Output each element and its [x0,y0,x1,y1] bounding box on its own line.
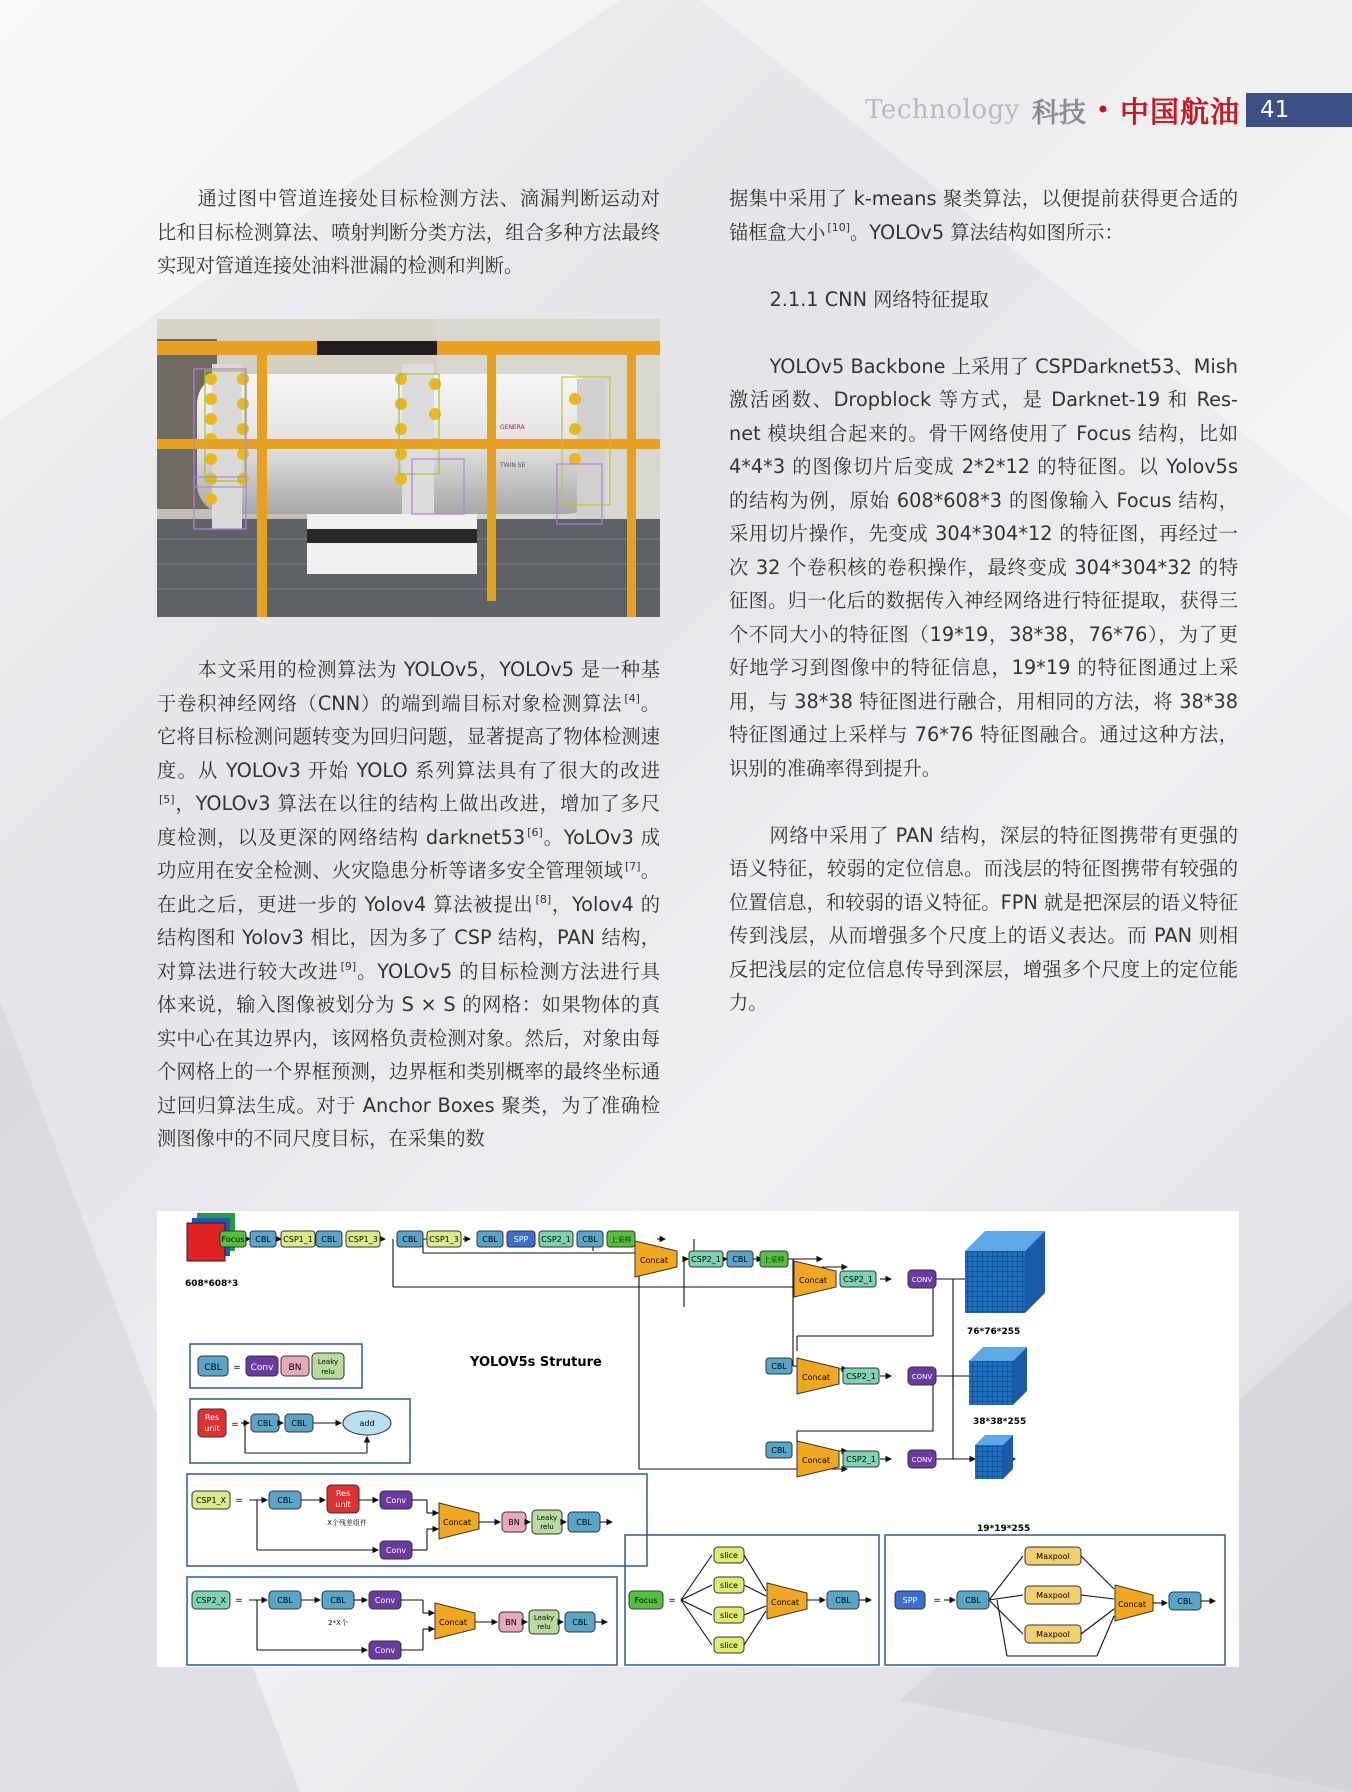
yolov5s-structure-diagram [157,1211,1239,1667]
legend-cbl: CBL [204,1363,222,1373]
subheading: 2.1.1 CNN 网络特征提取 [769,287,989,311]
legend-bn: BN [288,1363,302,1373]
legend-conv: Conv [374,1596,396,1605]
citation: [9] [340,960,357,974]
legend-spp: SPP [902,1596,918,1605]
paragraph: YOLOv5 Backbone 上采用了 CSPDarknet53、Mish 激活函数、Dropblock 等方式，是 Darknet-19 和 Res-net 模块组合起来的。骨干网络使用了 Focus 结构，比如 4*4*3 的图像切片后变成 2*2*12 的特征图。以 Yolov5s 的结构为例，原始 608*608*3 的图像输入 Focus 结构，采用切片操作，先变成 304*304*12 的特征图，再经过一次 32 个卷积核的卷积操作，最终变成 304*304*32 的特征图。归一化后的数据传入神经网络进行特征提取，获得三个不同大小的特征图（19*19，38*38，76*76），为了更好地学习到图像中的特征信息，19*19 的特征图通过上采用，与 38*38 特征图进行融合，用相同的方法，将 38*38 特征图通过上采样与 76*76 特征图融合。通过这种方法，识别的准确率得到提升。 [729,354,1238,780]
csp2-1-block: CSP2_1 [846,1455,876,1464]
header-section-cn: 科技 [1031,97,1086,129]
left-column-top [157,182,660,283]
pipe-text-twin: TWIN SE [500,462,526,469]
legend-conv: Conv [374,1646,396,1655]
cbl-block: CBL [582,1235,598,1244]
output-label-38: 38*38*255 [973,1417,1027,1427]
legend-cbl: CBL [965,1596,981,1605]
citation: [7] [625,859,641,873]
citation: [5] [159,792,175,806]
res-unit-line1: Res [335,1489,351,1498]
cbl-block: CBL [482,1235,498,1244]
legend-slice: slice [720,1611,738,1620]
csp1-1-block: CSP1_1 [283,1235,313,1244]
legend-conv: Conv [250,1363,274,1373]
legend-focus: Focus [634,1596,658,1605]
legend-csp2-x: CSP2_X [195,1596,227,1605]
legend-leaky: Leaky [536,1514,558,1522]
legend-cbl: CBL [576,1518,592,1527]
legend-maxpool: Maxpool [1036,1630,1070,1639]
cbl-block: CBL [771,1446,787,1455]
legend-relu: relu [321,1368,335,1376]
pipeline-illustration [157,319,660,617]
cbl-block: CBL [321,1235,337,1244]
legend-concat: Concat [439,1618,467,1627]
output-label-76: 76*76*255 [967,1327,1021,1337]
legend-cbl: CBL [277,1496,293,1505]
paragraph: 本文采用的检测算法为 YOLOv5，YOLOv5 是一种基于卷积神经网络（CNN）的端到端目标对象检测算法 [4]。它将目标检测问题转变为回归问题，显著提高了物体检测速度。从 YOLOv3 开始 YOLO 系列算法具有了很大的改进[5]，YOLOv3 算法在以往的结构上做出改进，增加了多尺度检测，以及更深的网络结构 darknet53 [6]。YoLOv3 成功应用在安全检测、火灾隐患分析等诸多安全管理领域 [7]。在此之后，更进一步的 Yolov4 算法被提出 [8]，Yolov4 的结构图和 Yolov3 相比，因为多了 CSP 结构，PAN 结构，对算法进行较大改进 [9]。YOLOv5 的目标检测方法进行具体来说，输入图像被划分为 S × S 的网格：如果物体的真实中心在其边界内，该网格负责检测对象。然后，对象由每个网格上的一个界框预测，边界框和类别概率的最终坐标通过回归算法生成。对于 Anchor Boxes 聚类，为了准确检测图像中的不同尺度目标，在采集的数 [157,658,661,1150]
page-header [865,93,1352,127]
legend-slice: slice [720,1641,738,1650]
two-x-label: 2*X个 [328,1619,348,1627]
concat-label: Concat [799,1276,827,1285]
cbl-block: CBL [402,1235,418,1244]
legend-relu: relu [540,1523,554,1531]
diagram-title: YOLOV5s Struture [470,1355,602,1370]
x-res-units-label: X个残差组件 [327,1519,367,1527]
citation: [4] [624,692,640,706]
paragraph: 通过图中管道连接处目标检测方法、滴漏判断运动对比和目标检测算法、喷射判断分类方法，组合多种方法最终实现对管道连接处油料泄漏的检测和判断。 [157,187,660,277]
csp1-3-block: CSP1_3 [429,1235,459,1244]
citation: [8] [535,893,552,907]
header-separator: • [1095,96,1110,124]
citation: [10] [827,221,850,235]
equals-sign: = [668,1596,676,1606]
legend-cbl: CBL [572,1618,588,1627]
equals-sign: = [933,1596,941,1606]
legend-maxpool: Maxpool [1036,1591,1070,1600]
concat-label: Concat [802,1373,830,1382]
conv-block: CONV [911,1373,933,1381]
res-unit-line2: unit [204,1424,220,1433]
legend-csp1-x: CSP1_X [195,1496,227,1505]
upsample-block: 上采样 [610,1236,632,1244]
csp2-1-block: CSP2_1 [691,1255,721,1264]
output-label-19: 19*19*255 [977,1524,1031,1534]
page-number: 41 [1246,93,1352,127]
legend-cbl: CBL [1177,1597,1193,1606]
csp2-1-block: CSP2_1 [846,1372,876,1381]
conv-block: CONV [911,1276,933,1284]
cbl-block: CBL [732,1255,748,1264]
output-cube-19 [975,1435,1013,1479]
equals-sign: = [235,1496,243,1506]
legend-leaky: Leaky [317,1358,339,1366]
conv-block: CONV [911,1456,933,1464]
legend-bn: BN [508,1518,520,1527]
legend-slice: slice [720,1551,738,1560]
legend-cbl: CBL [257,1419,273,1428]
right-column [729,182,1238,1020]
citation: [6] [527,826,543,840]
pipeline-photo [157,319,660,617]
legend-conv: Conv [385,1546,407,1555]
legend-cbl: CBL [330,1596,346,1605]
spp-block: SPP [513,1235,529,1244]
left-column-main [157,653,660,1156]
cbl-block: CBL [771,1362,787,1371]
csp2-1-block: CSP2_1 [843,1275,873,1284]
legend-concat: Concat [1118,1600,1146,1609]
csp2-1-block: CSP2_1 [541,1235,571,1244]
paragraph: 据集中采用了 k-means 聚类算法，以便提前获得更合适的锚框盒大小 [10]。YOLOv5 算法结构如图所示： [729,187,1238,244]
paragraph: 网络中采用了 PAN 结构，深层的特征图携带有更强的语义特征，较弱的定位信息。而浅层的特征图携带有较强的位置信息，和较弱的语义特征。FPN 就是把深层的语义特征传到浅层，从而增强多个尺度上的语义表达。而 PAN 则相反把浅层的定位信息传导到深层，增强多个尺度上的定位能力。 [729,823,1238,1014]
concat-label: Concat [640,1256,668,1265]
res-unit-line2: unit [335,1500,351,1509]
pipe-text-general: GENERA [500,424,525,431]
output-cube-76 [965,1231,1045,1313]
header-brand: 中国航油 [1119,94,1240,129]
legend-cbl: CBL [277,1596,293,1605]
legend-concat: Concat [771,1598,799,1607]
csp1-3-block: CSP1_3 [348,1235,378,1244]
legend-add: add [359,1419,375,1428]
legend-cbl: CBL [291,1419,307,1428]
output-cube-38 [969,1347,1027,1405]
header-section-en: Technology [865,95,1020,125]
concat-label: Concat [802,1456,830,1465]
legend-cbl: CBL [835,1596,851,1605]
upsample-block: 上采样 [763,1256,785,1264]
legend-concat: Concat [443,1518,471,1527]
input-size-label: 608*608*3 [185,1279,239,1289]
cbl-block: CBL [255,1235,271,1244]
equals-sign: = [235,1596,243,1606]
legend-conv: Conv [385,1496,407,1505]
equals-sign: = [233,1363,241,1373]
legend-relu: relu [537,1623,551,1631]
equals-sign: = [231,1420,239,1430]
input-image [187,1223,225,1261]
legend-leaky: Leaky [533,1614,555,1622]
legend-maxpool: Maxpool [1036,1552,1070,1561]
res-unit-line1: Res [204,1413,220,1422]
legend-bn: BN [505,1618,517,1627]
focus-block: Focus [221,1235,245,1244]
legend-slice: slice [720,1581,738,1590]
